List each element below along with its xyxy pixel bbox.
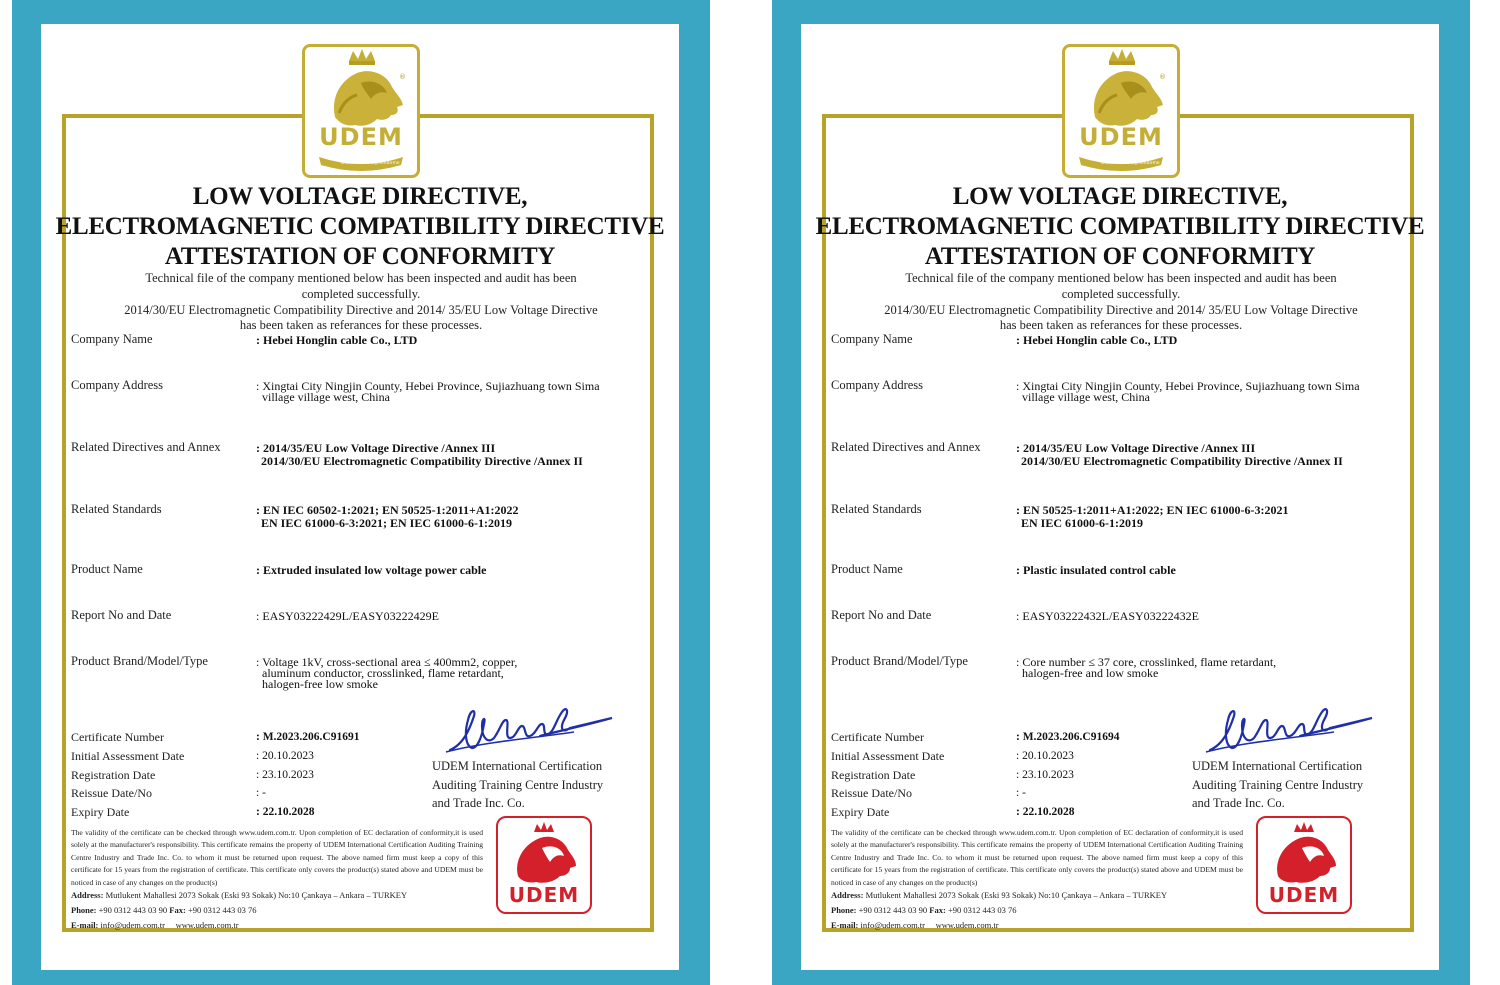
udem-stamp (496, 816, 592, 914)
signature (444, 698, 616, 758)
report-value: : EASY03222432L/EASY03222432E (1016, 609, 1199, 623)
product-name-value: : Extruded insulated low voltage power cable (256, 563, 487, 577)
phone-label: Phone: (71, 905, 97, 915)
company-name-value: : Hebei Honglin cable Co., LTD (1016, 333, 1178, 347)
svg-text:®: ® (1159, 73, 1166, 81)
expiry-date-value: : 22.10.2028 (1016, 806, 1075, 818)
address-value: Mutlukent Mahallesi 2073 Sokak (Eski 93 Sokak) No:10 Çankaya – Ankara – TURKEY (865, 890, 1168, 900)
address-value: Mutlukent Mahallesi 2073 Sokak (Eski 93 Sokak) No:10 Çankaya – Ankara – TURKEY (105, 890, 408, 900)
brand-label: Product Brand/Model/Type (71, 654, 208, 668)
signature (1204, 698, 1376, 758)
svg-text:Uluslararası: Uluslararası (1101, 161, 1128, 166)
directives-line-2: 2014/30/EU Electromagnetic Compatibility Directive /Annex II (1021, 454, 1343, 468)
contact-email (71, 920, 239, 930)
phone-value: +90 0312 443 03 90 (858, 905, 928, 915)
issuer-line-3: and Trade Inc. Co. (432, 796, 525, 810)
certificate-left (12, 0, 710, 985)
issuer-line-2: Auditing Training Centre Industry (432, 777, 604, 792)
title-line-3: ATTESTATION OF CONFORMITY (924, 243, 1316, 270)
issuer-name (1192, 757, 1392, 813)
brand-line-3: halogen-free low smoke (262, 677, 378, 691)
validity-note: The validity of the certificate can be checked through www.udem.com.tr. Upon completion of EC declaration of conformity,it is used solely at the manufacturer's responsibility. This certificate remains the property of UDEM International Certification Auditing Training Centre Industry and Trade Inc. Co. to whom it must be returned upon request. The above named firm must keep a copy of this certificate for 15 years from the registration of certificate. This certificate only covers the product(s) stated above and UDEM must be noticed in case of any changes on the product(s) (831, 828, 1243, 887)
brand-line-2: halogen-free and low smoke (1022, 666, 1159, 680)
issuer-line-2: Auditing Training Centre Industry (1192, 777, 1364, 792)
directives-line-1: : 2014/35/EU Low Voltage Directive /Annex III (256, 441, 496, 455)
contact-email (831, 920, 999, 930)
directives-line-1: : 2014/35/EU Low Voltage Directive /Annex III (1016, 441, 1256, 455)
company-address-line-2: village village west, China (1022, 390, 1150, 404)
initial-date-label: Initial Assessment Date (71, 749, 185, 763)
reissue-value: : - (1016, 787, 1026, 799)
brand-line-2: aluminum conductor, crosslinked, flame retardant, (262, 666, 504, 680)
crown-icon (349, 49, 375, 61)
company-address-label: Company Address (71, 378, 164, 392)
reissue-value: : - (256, 787, 266, 799)
contact-phone (831, 905, 1017, 915)
intro-line-3: 2014/30/EU Electromagnetic Compatibility Directive and 2014/ 35/EU Low Voltage Directive (124, 303, 598, 317)
validity-note: The validity of the certificate can be checked through www.udem.com.tr. Upon completion of EC declaration of conformity,it is used solely at the manufacturer's responsibility. This certificate remains the property of UDEM International Certification Auditing Training Centre Industry and Trade Inc. Co. to whom it must be returned upon request. The above named firm must keep a copy of this certificate for 15 years from the registration of certificate. This certificate only covers the product(s) stated above and UDEM must be noticed in case of any changes on the product(s) (71, 828, 483, 887)
standards-label: Related Standards (831, 502, 922, 516)
cert-number-value: : M.2023.206.C91694 (1016, 731, 1120, 743)
standards-line-2: EN IEC 61000-6-3:2021; EN IEC 61000-6-1:2019 (261, 516, 512, 530)
issuer-line-3: and Trade Inc. Co. (1192, 796, 1285, 810)
contact-address (71, 890, 407, 900)
registration-date-label: Registration Date (831, 768, 916, 782)
company-address-line-1: : Xingtai City Ningjin County, Hebei Province, Sujiazhuang town Sima (256, 379, 600, 393)
crown-icon (1109, 49, 1135, 61)
brand-line-1: : Core number ≤ 37 core, crosslinked, flame retardant, (1016, 655, 1277, 669)
reissue-label: Reissue Date/No (71, 786, 152, 800)
svg-text:UDEM: UDEM (1268, 883, 1340, 907)
title-line-1: LOW VOLTAGE DIRECTIVE, (952, 183, 1288, 210)
fax-value: +90 0312 443 03 76 (187, 905, 257, 915)
certificate-paper (801, 24, 1439, 970)
udem-stamp (1256, 816, 1352, 914)
issuer-line-1: UDEM International Certification (1192, 759, 1363, 773)
cert-number-value: : M.2023.206.C91691 (256, 731, 360, 743)
standards-line-1: : EN 50525-1:2011+A1:2022; EN IEC 61000-6-3:2021 (1016, 503, 1289, 517)
product-name-value: : Plastic insulated control cable (1016, 563, 1176, 577)
lion-stamp-icon (1258, 818, 1350, 912)
report-label: Report No and Date (831, 608, 932, 622)
svg-text:UDEM: UDEM (319, 123, 403, 151)
lion-crown-icon (305, 47, 417, 175)
expiry-date-label: Expiry Date (831, 805, 890, 819)
standards-label: Related Standards (71, 502, 162, 516)
contact-phone (71, 905, 257, 915)
intro-line-1: Technical file of the company mentioned below has been inspected and audit has been (905, 271, 1337, 285)
title-line-2: ELECTROMAGNETIC COMPATIBILITY DIRECTIVE (815, 213, 1425, 240)
website-value: www.udem.com.tr (935, 920, 999, 930)
company-name-value: : Hebei Honglin cable Co., LTD (256, 333, 418, 347)
intro-line-1: Technical file of the company mentioned below has been inspected and audit has been (145, 271, 577, 285)
email-label: E-mail: (831, 920, 859, 930)
company-address-line-1: : Xingtai City Ningjin County, Hebei Province, Sujiazhuang town Sima (1016, 379, 1360, 393)
registration-date-label: Registration Date (71, 768, 156, 782)
email-value: info@udem.com.tr (860, 920, 925, 930)
company-address-line-2: village village west, China (262, 390, 390, 404)
expiry-date-value: : 22.10.2028 (256, 806, 315, 818)
phone-label: Phone: (831, 905, 857, 915)
phone-value: +90 0312 443 03 90 (98, 905, 168, 915)
company-name-label: Company Name (831, 332, 913, 346)
initial-date-value: : 20.10.2023 (256, 750, 314, 762)
svg-text:Belgelendirme: Belgelendirme (367, 161, 400, 166)
svg-text:UDEM: UDEM (1079, 123, 1163, 151)
fax-label: Fax: (929, 905, 946, 915)
certificate-paper (41, 24, 679, 970)
lion-stamp-icon (498, 818, 590, 912)
intro-line-4: has been taken as referances for these processes. (999, 318, 1243, 332)
title-line-3: ATTESTATION OF CONFORMITY (164, 243, 556, 270)
email-value: info@udem.com.tr (100, 920, 165, 930)
website-value: www.udem.com.tr (175, 920, 239, 930)
address-label: Address: (831, 890, 864, 900)
title-line-1: LOW VOLTAGE DIRECTIVE, (192, 183, 528, 210)
product-name-label: Product Name (71, 562, 143, 576)
fax-label: Fax: (169, 905, 186, 915)
lion-crown-icon (1065, 47, 1177, 175)
udem-logo (302, 44, 420, 178)
intro-line-4: has been taken as referances for these processes. (239, 318, 483, 332)
email-label: E-mail: (71, 920, 99, 930)
initial-date-value: : 20.10.2023 (1016, 750, 1074, 762)
contact-address (831, 890, 1167, 900)
registration-date-value: : 23.10.2023 (256, 769, 314, 781)
issuer-line-1: UDEM International Certification (432, 759, 603, 773)
cert-number-label: Certificate Number (71, 730, 164, 744)
report-value: : EASY03222429L/EASY03222429E (256, 609, 439, 623)
fax-value: +90 0312 443 03 76 (947, 905, 1017, 915)
svg-text:Belgelendirme: Belgelendirme (1127, 161, 1160, 166)
title-line-2: ELECTROMAGNETIC COMPATIBILITY DIRECTIVE (55, 213, 665, 240)
standards-line-2: EN IEC 61000-6-1:2019 (1021, 516, 1143, 530)
brand-label: Product Brand/Model/Type (831, 654, 968, 668)
cert-number-label: Certificate Number (831, 730, 924, 744)
intro-line-2: completed successfully. (1061, 287, 1181, 301)
directives-label: Related Directives and Annex (71, 440, 221, 454)
company-address-label: Company Address (831, 378, 924, 392)
intro-line-2: completed successfully. (301, 287, 421, 301)
directives-label: Related Directives and Annex (831, 440, 981, 454)
svg-text:Uluslararası: Uluslararası (341, 161, 368, 166)
directives-line-2: 2014/30/EU Electromagnetic Compatibility Directive /Annex II (261, 454, 583, 468)
standards-line-1: : EN IEC 60502-1:2021; EN 50525-1:2011+A1:2022 (256, 503, 519, 517)
issuer-name (432, 757, 632, 813)
expiry-date-label: Expiry Date (71, 805, 130, 819)
product-name-label: Product Name (831, 562, 903, 576)
reissue-label: Reissue Date/No (831, 786, 912, 800)
intro-line-3: 2014/30/EU Electromagnetic Compatibility Directive and 2014/ 35/EU Low Voltage Directive (884, 303, 1358, 317)
company-name-label: Company Name (71, 332, 153, 346)
initial-date-label: Initial Assessment Date (831, 749, 945, 763)
svg-text:®: ® (399, 73, 406, 81)
registration-date-value: : 23.10.2023 (1016, 769, 1074, 781)
certificate-right (772, 0, 1470, 985)
address-label: Address: (71, 890, 104, 900)
brand-line-1: : Voltage 1kV, cross-sectional area ≤ 400mm2, copper, (256, 655, 518, 669)
udem-logo (1062, 44, 1180, 178)
svg-text:UDEM: UDEM (508, 883, 580, 907)
report-label: Report No and Date (71, 608, 172, 622)
